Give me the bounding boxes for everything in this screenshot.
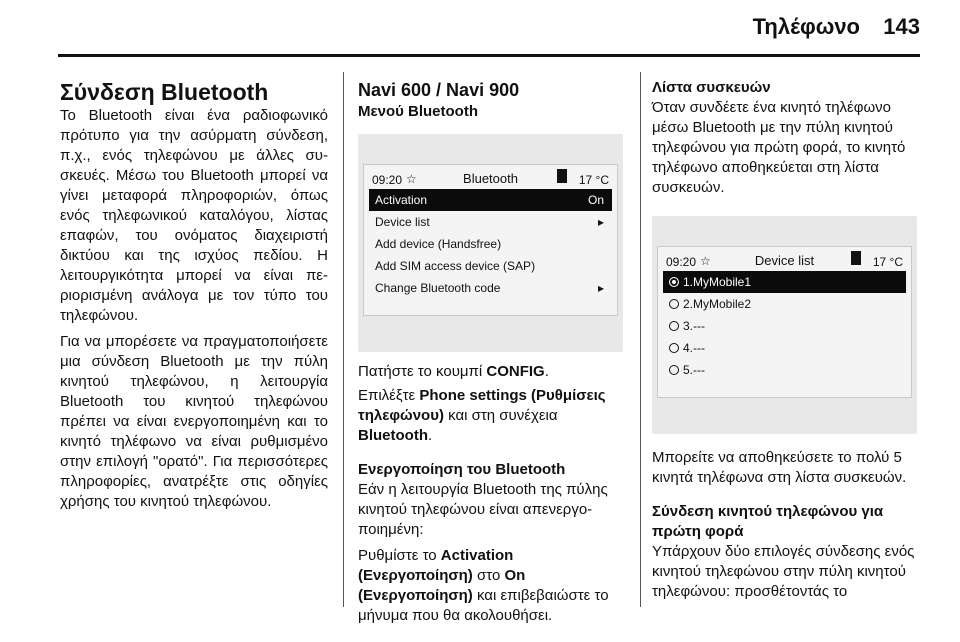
text: Ρυθμίστε το — [358, 547, 441, 564]
navi-heading: Navi 600 / Navi 900 — [358, 80, 520, 100]
phone-settings-name: Phone settings (Ρυθμίσεις τηλεφώνου) — [358, 387, 606, 424]
phone-icon — [851, 251, 861, 265]
on-name: On (Ενεργοποίηση) — [358, 567, 526, 604]
screen-title: Bluetooth — [463, 171, 518, 186]
device-list-heading: Λίστα συσκευών — [652, 79, 771, 96]
text: και στη συνέχεια — [443, 407, 558, 424]
header-rule — [58, 54, 920, 57]
text: Πατήστε το κουμπί — [358, 363, 487, 380]
bluetooth-menu-screen — [363, 164, 618, 316]
page-header-title: Τηλέφωνο — [752, 14, 860, 39]
device-name: 5.--- — [683, 363, 705, 377]
screen-status-bar — [364, 165, 617, 189]
radio-icon — [669, 343, 679, 353]
device-item[interactable] — [663, 271, 906, 293]
text: . — [427, 427, 433, 444]
chevron-right-icon: ▸ — [597, 281, 604, 295]
select-instruction — [358, 386, 626, 446]
first-connection-heading: Σύνδεση κινητού τηλεφώνου για πρώτη φορά — [652, 503, 884, 540]
menu-item-activation[interactable] — [369, 189, 612, 211]
menu-item-change-code[interactable] — [369, 277, 612, 299]
config-button-name: CONFIG — [486, 363, 545, 380]
section-heading: Σύνδεση Bluetooth — [60, 79, 269, 105]
activate-heading: Ενεργοποίηση του Bluetooth — [358, 461, 566, 478]
device-item[interactable] — [663, 293, 906, 315]
device-name: 2.MyMobile2 — [683, 297, 752, 311]
text: Επιλέξτε — [358, 387, 420, 404]
menu-item-label: Activation — [375, 193, 428, 207]
device-item[interactable] — [663, 359, 906, 381]
visibility-paragraph: Για να μπορέσετε να πραγματοποιήσετε μια σύνδεση Bluetooth με την πύλη κινητού τηλεφώνου, η λειτουργία Bluetooth του κινητού τηλεφώνου πρέπει να είναι ενεργοποιημένη και το κινητό τηλέφωνο να είναι ρυθμισμένο στην επιλογή "ορατό". Για περισσότερες πληροφορίες, ανατρέξτε στις οδηγίες χρήσης του κινητού τηλεφώνου. — [60, 333, 328, 510]
bluetooth-icon: ☆ — [406, 172, 417, 186]
press-config-instruction — [358, 362, 626, 382]
menu-item-value: On — [587, 193, 604, 207]
column-3 — [652, 78, 922, 602]
intro-paragraph: Το Bluetooth είναι ένα ραδιοφωνικό πρότυπο για την ασύρματη σύνδεση, π.χ., ενός τηλεφώνου με άλλες συσκευές. Μέσω του Bluetooth μπορεί να γίνει μεταφορά πληροφοριών, όπως ενός τηλεφωνικού καταλόγου, λίστας επαφών, του ονόματος διαχειριστή δικτύου και της ισχύος πεδίου. Η λειτουργικότητα μπορεί να είναι περιορισμένη ανάλογα με τον τύπο του τηλεφώνου. — [60, 107, 328, 324]
temperature: 17 °C — [872, 255, 903, 269]
max-devices-paragraph: Μπορείτε να αποθηκεύσετε το πολύ 5 κινητά τηλέφωνα στη λίστα συσκευών. — [652, 449, 907, 486]
phone-icon — [557, 169, 567, 183]
menu-item-add-sim[interactable] — [369, 255, 612, 277]
device-list-screen — [657, 246, 912, 398]
column-2 — [358, 78, 626, 626]
bluetooth-menu-screenshot — [358, 134, 623, 352]
column-divider-1 — [343, 72, 344, 607]
connection-options-paragraph: Υπάρχουν δύο επιλογές σύνδεσης ενός κινητού τηλεφώνου στην πύλη κινητού τηλεφώνου: προσθέτοντάς το — [652, 543, 915, 600]
text: . — [544, 363, 549, 380]
device-item[interactable] — [663, 315, 906, 337]
radio-icon — [669, 365, 679, 375]
chevron-right-icon: ▸ — [597, 215, 604, 229]
device-name: 3.--- — [683, 319, 705, 333]
temperature: 17 °C — [578, 173, 609, 187]
activate-paragraph: Εάν η λειτουργία Bluetooth της πύλης κινητού τηλεφώνου είναι απενεργοποιημένη: — [358, 481, 608, 538]
clock: 09:20 — [372, 173, 403, 187]
device-name: 4.--- — [683, 341, 705, 355]
radio-icon — [669, 321, 679, 331]
radio-icon — [669, 299, 679, 309]
menu-item-label: Device list — [375, 215, 430, 229]
screen-status-bar — [658, 247, 911, 271]
activation-name: Activation (Ενεργοποίηση) — [358, 547, 514, 584]
screen-title: Device list — [754, 253, 815, 268]
radio-selected-icon — [669, 277, 679, 287]
device-list-paragraph: Όταν συνδέετε ένα κινητό τηλέφωνο μέσω Bluetooth με την πύλη κινητού τηλεφώνου για πρώτη φορά, το κινητό τηλέφωνο αποθηκεύεται στη λίστα συσκευών. — [652, 99, 906, 196]
text: στο — [472, 567, 505, 584]
text: και επιβεβαιώστε το μήνυμα που θα ακολουθήσει. — [358, 587, 609, 624]
bluetooth-icon: ☆ — [700, 254, 711, 268]
menu-item-label: Change Bluetooth code — [375, 281, 501, 295]
menu-item-device-list[interactable] — [369, 211, 612, 233]
bluetooth-menu-heading: Μενού Bluetooth — [358, 103, 478, 120]
bluetooth-name: Bluetooth — [358, 427, 428, 444]
page-number: 143 — [883, 14, 920, 39]
set-activation-instruction — [358, 546, 626, 626]
device-item[interactable] — [663, 337, 906, 359]
menu-item-label: Add device (Handsfree) — [375, 237, 502, 251]
column-1 — [60, 78, 328, 512]
device-list-screenshot — [652, 216, 917, 434]
menu-item-label: Add SIM access device (SAP) — [375, 259, 536, 273]
menu-item-add-device[interactable] — [369, 233, 612, 255]
clock: 09:20 — [666, 255, 697, 269]
device-name: 1.MyMobile1 — [683, 275, 752, 289]
column-divider-2 — [640, 72, 641, 607]
